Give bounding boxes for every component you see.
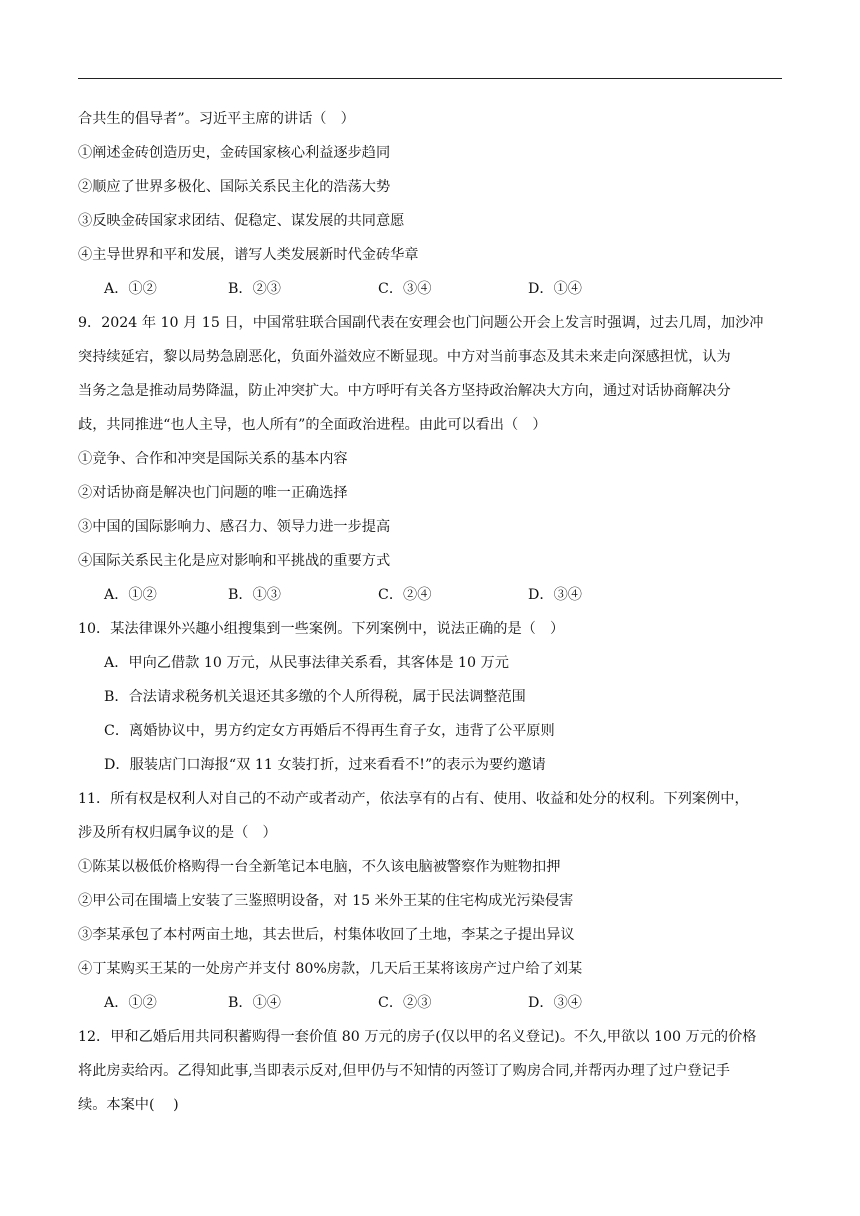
q11-option-b: B．①④ [228,995,281,1011]
q9-stem-line-2: 突持续延宕，黎以局势急剧恶化，负面外溢效应不断显现。中方对当前事态及其未来走向深感担忧，认为 [78,349,731,365]
q9-stem-line-1: 9．2024 年 10 月 15 日，中国常驻联合国副代表在安理会也门问题公开会上发言时强调，过去几周，加沙冲 [78,315,764,331]
q9-item-3: ③中国的国际影响力、感召力、领导力进一步提高 [78,519,391,535]
q11-item-4: ④丁某购买王某的一处房产并支付 80%房款，几天后王某将该房产过户给了刘某 [78,961,583,977]
q8-item-2: ②顺应了世界多极化、国际关系民主化的浩荡大势 [78,179,391,195]
q9-stem-line-3: 当务之急是推动局势降温，防止冲突扩大。中方呼吁有关各方坚持政治解决大方向，通过对话协商解决分 [78,383,731,399]
q9-option-d: D．③④ [528,587,582,603]
q9-option-b: B．①③ [228,587,281,603]
q8-option-c: C．③④ [378,281,432,297]
q11-item-3: ③李某承包了本村两亩土地，其去世后，村集体收回了土地，李某之子提出异议 [78,927,575,943]
q11-item-1: ①陈某以极低价格购得一台全新笔记本电脑，不久该电脑被警察作为赃物扣押 [78,859,561,875]
q9-item-1: ①竞争、合作和冲突是国际关系的基本内容 [78,451,348,467]
q9-option-c: C．②④ [378,587,432,603]
q10-option-a: A．甲向乙借款 10 万元，从民事法律关系看，其客体是 10 万元 [104,655,509,671]
q8-item-3: ③反映金砖国家求团结、促稳定、谋发展的共同意愿 [78,213,405,229]
q9-stem-line-4: 歧，共同推进“也人主导，也人所有”的全面政治进程。由此可以看出（ ） [78,417,547,433]
q12-stem-line-3: 续。本案中( ) [78,1097,179,1113]
q8-option-a: A．①② [104,281,157,297]
q10-option-d: D．服装店门口海报“双 11 女装打折，过来看看不!”的表示为要约邀请 [104,757,546,773]
q10-option-c: C．离婚协议中，男方约定女方再婚后不得再生育子女，违背了公平原则 [104,723,555,739]
q11-option-c: C．②③ [378,995,432,1011]
q10-stem: 10．某法律课外兴趣小组搜集到一些案例。下列案例中，说法正确的是（ ） [78,621,565,637]
q8-item-4: ④主导世界和平和发展，谱写人类发展新时代金砖华章 [78,247,419,263]
q10-option-b: B．合法请求税务机关退还其多缴的个人所得税，属于民法调整范围 [104,689,526,705]
q11-option-d: D．③④ [528,995,582,1011]
q11-item-2: ②甲公司在围墙上安装了三鉴照明设备，对 15 米外王某的住宅构成光污染侵害 [78,893,574,909]
q9-option-a: A．①② [104,587,157,603]
q11-stem-line-2: 涉及所有权归属争议的是（ ） [78,825,277,841]
q11-stem-line-1: 11．所有权是权利人对自己的不动产或者动产，依法享有的占有、使用、收益和处分的权利。下列案例中， [78,791,749,807]
q11-option-a: A．①② [104,995,157,1011]
q8-stem-end: 合共生的倡导者”。习近平主席的讲话（ ） [78,111,355,127]
q12-stem-line-2: 将此房卖给丙。乙得知此事,当即表示反对,但甲仍与不知情的丙签订了购房合同,并帮丙办理了过户登记手 [78,1063,730,1079]
q9-item-2: ②对话协商是解决也门问题的唯一正确选择 [78,485,348,501]
q8-option-b: B．②③ [228,281,281,297]
header-rule [78,78,782,79]
q12-stem-line-1: 12．甲和乙婚后用共同积蓄购得一套价值 80 万元的房子(仅以甲的名义登记)。不久,甲欲以 100 万元的价格 [78,1029,757,1045]
q9-item-4: ④国际关系民主化是应对影响和平挑战的重要方式 [78,553,391,569]
q8-item-1: ①阐述金砖创造历史，金砖国家核心利益逐步趋同 [78,145,391,161]
q8-option-d: D．①④ [528,281,582,297]
